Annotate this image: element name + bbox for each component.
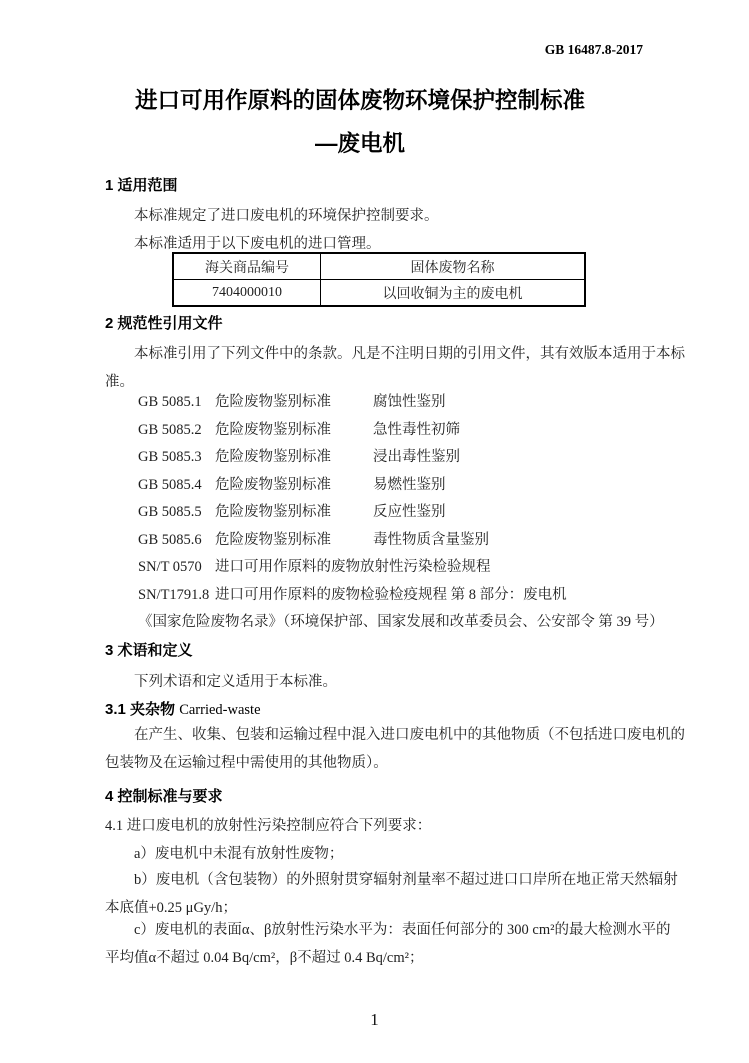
section-2-paragraph-line-2: 准。: [105, 373, 134, 390]
reference-title: 危险废物鉴别标准: [215, 476, 331, 493]
item-c-line-2: 平均值α不超过 0.04 Bq/cm²，β不超过 0.4 Bq/cm²；: [105, 949, 424, 966]
reference-code: GB 5085.3: [138, 449, 202, 465]
section-2-heading: 2 规范性引用文件: [105, 315, 223, 332]
section-2-paragraph-line-1: 本标准引用了下列文件中的条款。凡是不注明日期的引用文件，其有效版本适用于本标: [134, 346, 685, 362]
reference-code: SN/T1791.8: [138, 586, 210, 603]
section-3-1-heading: [105, 699, 705, 721]
table-header-waste-name: 固体废物名称: [321, 253, 586, 280]
reference-row: [138, 499, 705, 527]
normative-references-list: [105, 389, 705, 609]
reference-named-list: 《国家危险废物名录》（环境保护部、国家发展和改革委员会、公安部令 第 39 号）: [138, 614, 664, 630]
section-4-1-lead: 4.1 进口废电机的放射性污染控制应符合下列要求：: [105, 818, 432, 834]
item-c: [105, 917, 705, 972]
item-b: [105, 867, 705, 922]
reference-subtitle: 浸出毒性鉴别: [373, 449, 460, 465]
table-cell-waste-name: 以回收铜为主的废电机: [321, 280, 586, 307]
section-3-1-definition: [105, 722, 705, 777]
reference-row: [138, 444, 705, 472]
reference-subtitle: 反应性鉴别: [373, 504, 446, 520]
reference-code: GB 5085.2: [138, 421, 202, 438]
document-title: 进口可用作原料的固体废物环境保护控制标准: [134, 88, 585, 113]
section-3-1-heading-zh: 3.1 夹杂物: [105, 701, 176, 718]
reference-subtitle: 急性毒性初筛: [373, 421, 460, 438]
reference-title: 危险废物鉴别标准: [215, 504, 331, 520]
section-3-1-heading-en: Carried-waste: [179, 702, 261, 718]
doc-number: GB 16487.8-2017: [544, 42, 643, 57]
reference-code: GB 5085.6: [138, 531, 202, 548]
reference-row: [138, 554, 705, 582]
table-header-customs-code: 海关商品编号: [173, 253, 321, 280]
reference-title: 危险废物鉴别标准: [215, 394, 331, 410]
section-2-paragraph: [105, 341, 705, 396]
reference-subtitle: 毒性物质含量鉴别: [373, 531, 489, 548]
section-1-paragraph-2: 本标准适用于以下废电机的进口管理。: [134, 235, 381, 252]
document-subtitle: —废电机: [314, 131, 405, 156]
item-a: a）废电机中未混有放射性废物；: [134, 845, 344, 862]
reference-subtitle: 腐蚀性鉴别: [373, 394, 446, 410]
item-b-line-1: b）废电机（含包装物）的外照射贯穿辐射剂量率不超过进口口岸所在地正常天然辐射: [134, 872, 678, 888]
page-number: 1: [370, 1010, 379, 1029]
reference-title: 危险废物鉴别标准: [215, 449, 331, 465]
item-c-line-1: c）废电机的表面α、β放射性污染水平为：表面任何部分的 300 cm²的最大检测水平的: [134, 922, 671, 938]
section-1-heading: 1 适用范围: [105, 177, 178, 194]
item-b-line-2: 本底值+0.25 μGy/h；: [105, 899, 237, 916]
reference-row: [138, 582, 705, 610]
table-cell-customs-code: 7404000010: [173, 280, 321, 307]
section-3-heading: 3 术语和定义: [105, 641, 193, 659]
reference-code: GB 5085.1: [138, 394, 202, 410]
section-4-heading: 4 控制标准与要求: [105, 788, 223, 805]
reference-code: GB 5085.4: [138, 476, 202, 493]
customs-code-table: [172, 252, 586, 307]
reference-row: [138, 472, 705, 500]
reference-row: [138, 417, 705, 445]
section-1-paragraph-1: 本标准规定了进口废电机的环境保护控制要求。: [134, 208, 439, 224]
definition-line-2: 包装物及在运输过程中需使用的其他物质）。: [105, 754, 388, 771]
reference-code: GB 5085.5: [138, 504, 202, 520]
reference-title: 进口可用作原料的废物检验检疫规程 第 8 部分：废电机: [215, 586, 567, 603]
reference-row: [138, 389, 705, 417]
reference-code: SN/T 0570: [138, 559, 202, 575]
definition-line-1: 在产生、收集、包装和运输过程中混入进口废电机中的其他物质（不包括进口废电机的: [134, 727, 685, 743]
reference-subtitle: 易燃性鉴别: [373, 476, 446, 493]
reference-title: 危险废物鉴别标准: [215, 421, 331, 438]
reference-title: 危险废物鉴别标准: [215, 531, 331, 548]
reference-title: 进口可用作原料的废物放射性污染检验规程: [215, 559, 491, 575]
section-3-paragraph: 下列术语和定义适用于本标准。: [134, 673, 337, 690]
table-row: [173, 280, 585, 307]
reference-row: [138, 527, 705, 555]
